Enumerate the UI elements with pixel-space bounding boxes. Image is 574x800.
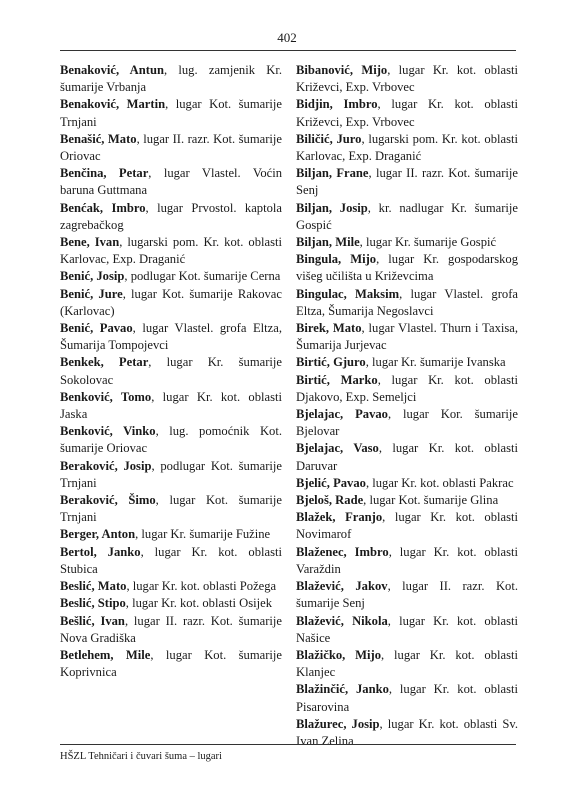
entry-name: Bjelajac, Vaso <box>296 441 379 456</box>
entry-description: , lugar Vlastel. grofa Eltza, Šumarija Tompojevci <box>60 321 282 353</box>
register-entry <box>296 406 518 440</box>
register-entry <box>296 440 518 474</box>
entry-description: , lugar Kr. kot. oblasti Križevci, Exp. Vrbovec <box>296 63 519 95</box>
register-entry <box>296 372 518 406</box>
register-entry <box>296 509 518 543</box>
entry-description: , lugar Prvostol. kaptola zagrebačkog <box>60 200 282 232</box>
register-entry <box>60 320 282 354</box>
entry-name: Biličić, Juro <box>296 131 362 146</box>
register-entry <box>296 165 518 199</box>
register-entry <box>60 131 282 165</box>
entry-name: Biljan, Josip <box>296 200 368 215</box>
entry-description: , lugar Kr. kot. oblasti Sv. Ivan Zelina <box>296 716 518 748</box>
entry-name: Beslić, Mato <box>60 579 127 594</box>
entry-description: , lugar Kr. kot. oblasti Varaždin <box>296 544 518 576</box>
entry-name: Bene, Ivan <box>60 235 120 250</box>
register-entry <box>60 492 282 526</box>
entry-description: , lugar Vlastel. Voćin baruna Guttmana <box>60 166 282 198</box>
entry-description: , lugar Kr. kot. oblasti Stubica <box>60 544 282 576</box>
entry-description: , lugar II. razr. Kot. šumarije Oriovac <box>60 131 282 164</box>
entry-description: , lugar Kot. šumarije Rakovac (Karlovac) <box>60 286 282 318</box>
entry-description: , lugar Kr. kot. oblasti Daruvar <box>296 441 518 473</box>
entry-name: Blaženec, Imbro <box>296 544 389 559</box>
entry-description: , lugar Kot. šumarije Glina <box>363 493 499 508</box>
entry-name: Berger, Anton <box>60 527 136 542</box>
entry-name: Bjeloš, Rade <box>296 493 364 508</box>
entry-description: , lugar Kr. kot. oblasti Djakovo, Exp. Semeljci <box>296 372 518 404</box>
right-column <box>296 62 518 750</box>
entry-description: , lugar Kr. gospodarskog višeg učilišta u Križevcima <box>296 252 518 284</box>
entry-name: Benić, Jure <box>60 286 123 301</box>
entry-description: , lugar Kr. kot. oblasti Klanjec <box>296 647 518 680</box>
entry-description: , lugar Kr. kot. oblasti Pisarovina <box>296 682 518 714</box>
running-footer: HŠZL Tehničari i čuvari šuma – lugari <box>60 751 222 762</box>
register-entry <box>60 165 282 199</box>
register-entry <box>60 526 282 543</box>
entry-name: Birtić, Marko <box>296 372 378 387</box>
entry-description: , podlugar Kot. šumarije Trnjani <box>60 458 282 490</box>
register-entry <box>60 423 282 457</box>
register-entry <box>60 578 282 595</box>
entry-name: Benaković, Antun <box>60 63 164 77</box>
entry-description: , lugar II. razr. Kot. šumarije Senj <box>296 579 519 611</box>
entry-description: , lugar Kr. kot. oblasti Križevci, Exp. Vrbovec <box>296 97 519 129</box>
entry-description: , lugar Kr. kot. oblasti Našice <box>296 613 518 645</box>
entry-name: Benić, Josip <box>60 269 125 284</box>
register-entry <box>296 354 518 371</box>
entry-name: Beslić, Stipo <box>60 596 126 611</box>
register-entry <box>60 200 282 234</box>
entry-description: , lug. pomoćnik Kot. šumarije Oriovac <box>60 424 282 456</box>
register-entry <box>296 492 518 509</box>
entry-name: Benaković, Martin <box>60 97 166 112</box>
entry-name: Bjelić, Pavao <box>296 475 366 490</box>
register-entry <box>296 234 518 251</box>
entry-name: Benković, Vinko <box>60 424 156 439</box>
entry-description: , lugar II. razr. Kot. šumarije Nova Gradiška <box>60 613 283 645</box>
entry-name: Birek, Mato <box>296 321 362 336</box>
entry-description: , lugar Kr. kot. oblasti Osijek <box>125 596 272 611</box>
register-entry <box>60 234 282 268</box>
register-entry <box>60 354 282 388</box>
entry-name: Benković, Tomo <box>60 389 152 404</box>
entry-name: Benčina, Petar <box>60 166 149 181</box>
register-entry <box>296 251 518 285</box>
header-rule <box>60 50 516 51</box>
entry-name: Blažinčić, Janko <box>296 682 389 697</box>
entry-name: Bidjin, Imbro <box>296 97 378 112</box>
entry-description: , lugar Vlastel. Thurn i Taxisa, Šumarija Jurjevac <box>296 321 518 353</box>
entry-name: Biljan, Mile <box>296 235 360 250</box>
entry-name: Blažurec, Josip <box>296 716 380 731</box>
register-entry <box>60 458 282 492</box>
entry-description: , lugar II. razr. Kot. šumarije Senj <box>296 166 518 198</box>
entry-name: Birtić, Gjuro <box>296 355 366 370</box>
register-entry <box>60 96 282 130</box>
entry-description: , lugar Kot. šumarije Trnjani <box>60 97 282 129</box>
register-entry <box>296 681 518 715</box>
entry-description: , podlugar Kot. šumarije Cerna <box>124 269 281 284</box>
entry-name: Benkek, Petar <box>60 355 149 370</box>
entry-name: Bertol, Janko <box>60 544 141 559</box>
entry-description: , kr. nadlugar Kr. šumarije Gospić <box>296 200 518 232</box>
entry-description: , lugar Kor. šumarije Bjelovar <box>296 407 518 439</box>
entry-description: , lugar Kr. šumarije Fužine <box>135 527 271 542</box>
entry-description: , lugarski pom. Kr. kot. oblasti Karlovac, Exp. Draganić <box>296 131 518 164</box>
entry-name: Bjelajac, Pavao <box>296 407 388 422</box>
entry-description: , lugarski pom. Kr. kot. oblasti Karlovac, Exp. Draganić <box>60 235 282 267</box>
entry-description: , lugar Kr. šumarije Ivanska <box>365 355 506 370</box>
register-entry <box>296 613 518 647</box>
register-entry <box>60 62 282 96</box>
entry-name: Biljan, Frane <box>296 166 369 181</box>
entry-name: Betlehem, Mile <box>60 647 151 662</box>
page-number: 402 <box>277 30 297 45</box>
register-entry <box>296 320 518 354</box>
entry-description: , lugar Kot. šumarije Koprivnica <box>60 647 282 680</box>
footer-rule <box>60 744 516 745</box>
entry-description: , lug. zamjenik Kr. šumarije Vrbanja <box>60 63 282 95</box>
register-entry <box>296 62 518 96</box>
register-entry <box>296 200 518 234</box>
entry-description: , lugar Kr. kot. oblasti Požega <box>126 579 277 594</box>
entry-description: , lugar Vlastel. grofa Eltza, Šumarija Negoslavci <box>296 286 518 318</box>
entry-description: , lugar Kot. šumarije Trnjani <box>60 493 283 525</box>
entry-name: Beraković, Šimo <box>60 493 156 508</box>
register-entry <box>296 647 518 681</box>
entry-name: Bingula, Mijo <box>296 252 377 267</box>
register-entry <box>60 647 282 681</box>
entry-description: , lugar Kr. kot. oblasti Novimarof <box>296 510 518 542</box>
entry-name: Blažević, Nikola <box>296 613 388 628</box>
entry-description: , lugar Kr. kot. oblasti Jaska <box>60 389 283 422</box>
register-entry <box>296 131 518 165</box>
register-entry <box>296 286 518 320</box>
register-entry <box>296 475 518 492</box>
register-entry <box>60 544 282 578</box>
entry-name: Bingulac, Maksim <box>296 286 400 301</box>
entry-name: Bibanović, Mijo <box>296 63 388 77</box>
register-entry <box>296 96 518 130</box>
register-entry <box>60 389 282 423</box>
entry-name: Blažičko, Mijo <box>296 647 382 662</box>
entry-name: Benić, Pavao <box>60 321 133 336</box>
entry-description: , lugar Kr. kot. oblasti Pakrac <box>365 475 514 490</box>
register-entry <box>296 578 518 612</box>
left-column <box>60 62 282 681</box>
entry-name: Beraković, Josip <box>60 458 152 473</box>
entry-name: Blažek, Franjo <box>296 510 383 525</box>
register-entry <box>60 286 282 320</box>
entry-description: , lugar Kr. šumarije Sokolovac <box>60 355 282 387</box>
entry-name: Blažević, Jakov <box>296 579 388 594</box>
register-entry <box>296 544 518 578</box>
register-columns <box>60 62 519 748</box>
entry-description: , lugar Kr. šumarije Gospić <box>359 235 497 250</box>
entry-name: Bešlić, Ivan <box>60 613 125 628</box>
register-entry <box>60 595 282 612</box>
register-entry <box>60 268 282 285</box>
entry-name: Benćak, Imbro <box>60 200 146 215</box>
register-entry <box>60 613 282 647</box>
entry-name: Benašić, Mato <box>60 131 137 146</box>
